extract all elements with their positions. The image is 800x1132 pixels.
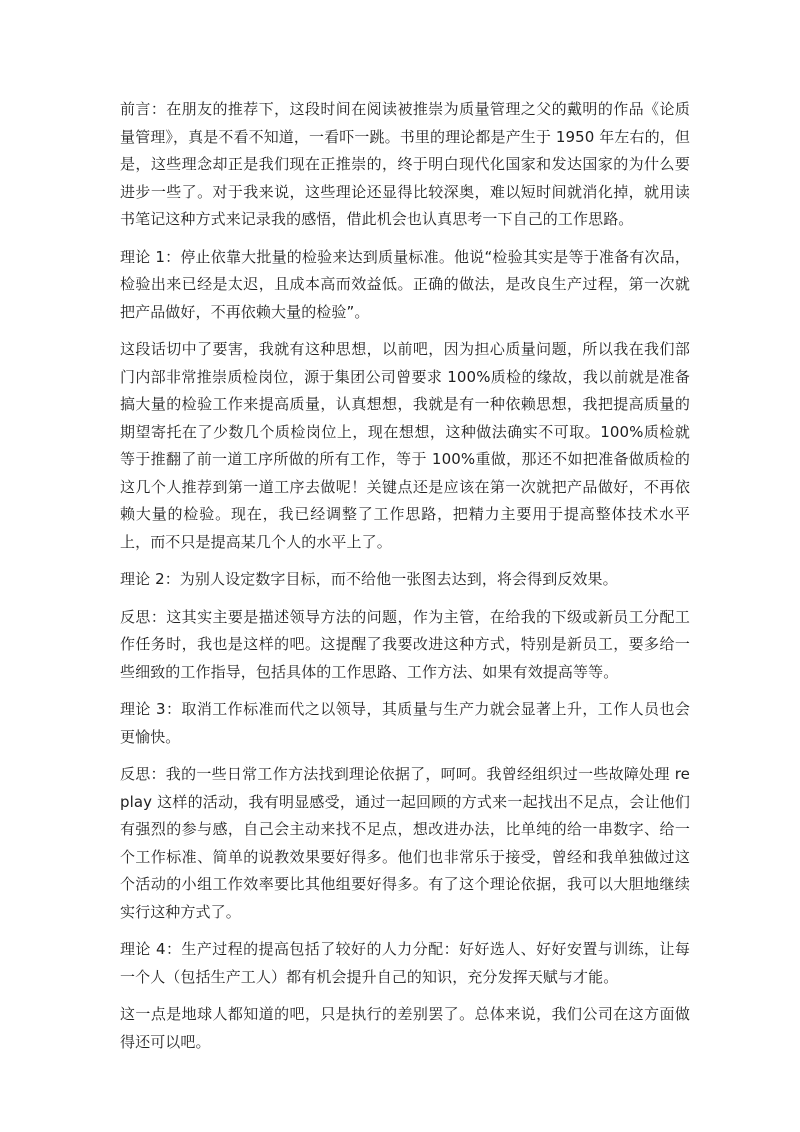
paragraph-theory-3-reflection: 反思：我的一些日常工作方法找到理论依据了，呵呵。我曾经组织过一些故障处理 replay 这样的活动，我有明显感受，通过一起回顾的方式来一起找出不足点，会让他们有强烈的参与感，自己会主动来找不足点，想改进办法，比单纯的给一串数字、给一个工作标准、简单的说教效果要好得多。他们也非常乐于接受，曾经和我单独做过这个活动的小组工作效率要比其他组要好得多。有了这个理论依据，我可以大胆地继续实行这种方式了。 (120, 765, 690, 921)
document-body (120, 96, 690, 1066)
paragraph-preface: 前言：在朋友的推荐下，这段时间在阅读被推崇为质量管理之父的戴明的作品《论质量管理》，真是不看不知道，一看吓一跳。书里的理论都是产生于 1950 年左右的，但是，这些理念却正是我们现在正推崇的，终于明白现代化国家和发达国家的为什么要进步一些了。对于我来说，这些理论还显得比较深奥，难以短时间就消化掉，就用读书笔记这种方式来记录我的感悟，借此机会也认真思考一下自己的工作思路。 (120, 100, 690, 228)
paragraph-theory-4-reflection: 这一点是地球人都知道的吧，只是执行的差别罢了。总体来说，我们公司在这方面做得还可以吧。 (120, 1005, 690, 1051)
paragraph-theory-2: 理论 2：为别人设定数字目标，而不给他一张图去达到，将会得到反效果。 (120, 570, 618, 588)
paragraph-theory-1-reflection: 这段话切中了要害，我就有这种思想，以前吧，因为担心质量问题，所以我在我们部门内部非常推崇质检岗位，源于集团公司曾要求 100%质检的缘故，我以前就是准备搞大量的检验工作来提高质量，认真想想，我就是有一种依赖思想，我把提高质量的期望寄托在了少数几个质检岗位上，现在想想，这种做法确实不可取。100%质检就等于推翻了前一道工序所做的所有工作，等于 100%重做，那还不如把准备做质检的这几个人推荐到第一道工序去做呢！关键点还是应该在第一次就把产品做好，不再依赖大量的检验。现在，我已经调整了工作思路，把精力主要用于提高整体技术水平上，而不只是提高某几个人的水平上了。 (120, 340, 690, 551)
paragraph-theory-1: 理论 1：停止依靠大批量的检验来达到质量标准。他说“检验其实是等于准备有次品，检验出来已经是太迟，且成本高而效益低。正确的做法，是改良生产过程，第一次就把产品做好，不再依赖大量的检验”。 (120, 247, 690, 321)
paragraph-theory-3: 理论 3：取消工作标准而代之以领导，其质量与生产力就会显著上升，工作人员也会更愉快。 (120, 700, 690, 746)
paragraph-theory-2-reflection: 反思：这其实主要是描述领导方法的问题，作为主管，在给我的下级或新员工分配工作任务时，我也是这样的吧。这提醒了我要改进这种方式，特别是新员工，要多给一些细致的工作指导，包括具体的工作思路、工作方法、如果有效提高等等。 (120, 607, 690, 681)
paragraph-theory-4: 理论 4：生产过程的提高包括了较好的人力分配：好好选人、好好安置与训练，让每一个人（包括生产工人）都有机会提升自己的知识，充分发挥天赋与才能。 (120, 940, 690, 986)
